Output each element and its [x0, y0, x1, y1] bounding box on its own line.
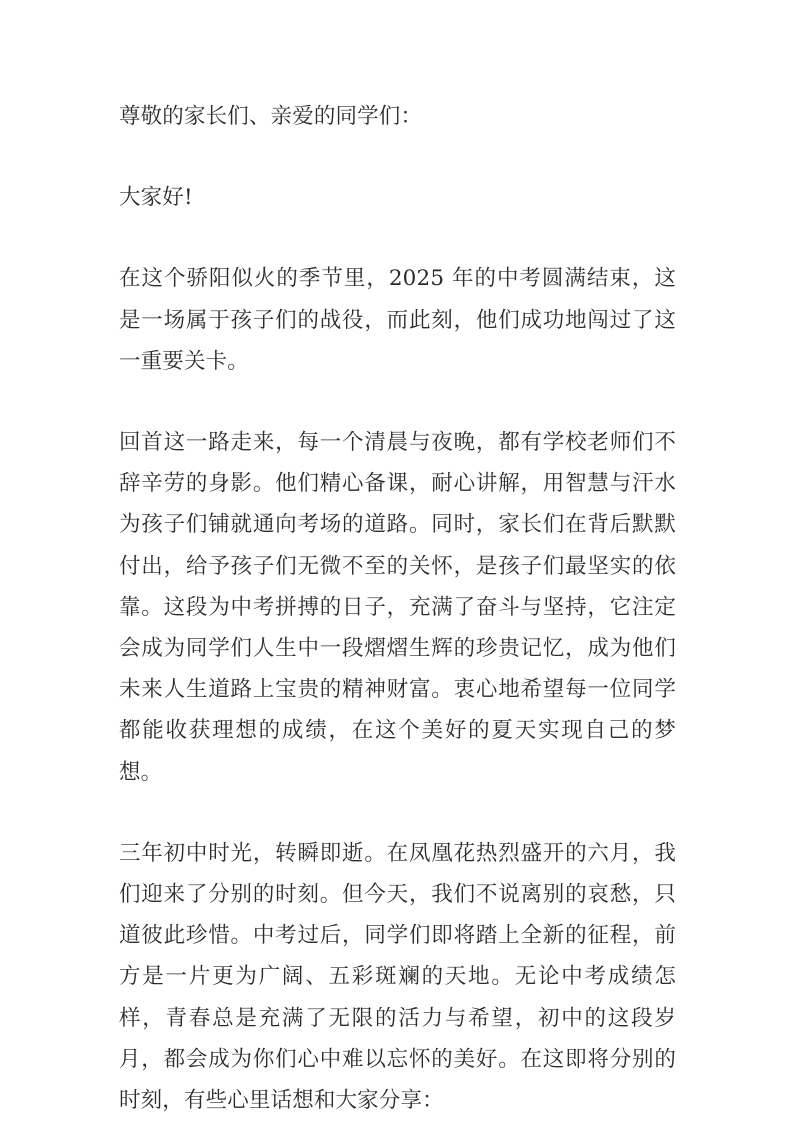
paragraph-gratitude: 回首这一路走来，每一个清晨与夜晚，都有学校老师们不辞辛劳的身影。他们精心备课，耐心讲解，用智慧与汗水为孩子们铺就通向考场的道路。同时，家长们在背后默默付出，给予孩子们无微不至的关怀，是孩子们最坚实的依靠。这段为中考拼搏的日子，充满了奋斗与坚持，它注定会成为同学们人生中一段熠熠生辉的珍贵记忆，成为他们未来人生道路上宝贵的精神财富。衷心地希望每一位同学都能收获理想的成绩，在这个美好的夏天实现自己的梦想。 [119, 430, 676, 785]
document-body [119, 96, 676, 1121]
paragraph-opening: 在这个骄阳似火的季节里，2025 年的中考圆满结束，这是一场属于孩子们的战役，而此刻，他们成功地闯过了这一重要关卡。 [119, 266, 676, 374]
paragraph-farewell: 三年初中时光，转瞬即逝。在凤凰花热烈盛开的六月，我们迎来了分别的时刻。但今天，我们不说离别的哀愁，只道彼此珍惜。中考过后，同学们即将踏上全新的征程，前方是一片更为广阔、五彩斑斓的天地。无论中考成绩怎样，青春总是充满了无限的活力与希望，初中的这段岁月，都会成为你们心中难以忘怀的美好。在这即将分别的时刻，有些心里话想和大家分享： [119, 840, 676, 1114]
paragraph-greeting: 大家好! [119, 185, 193, 211]
paragraph-salutation: 尊敬的家长们、亲爱的同学们： [119, 104, 423, 129]
